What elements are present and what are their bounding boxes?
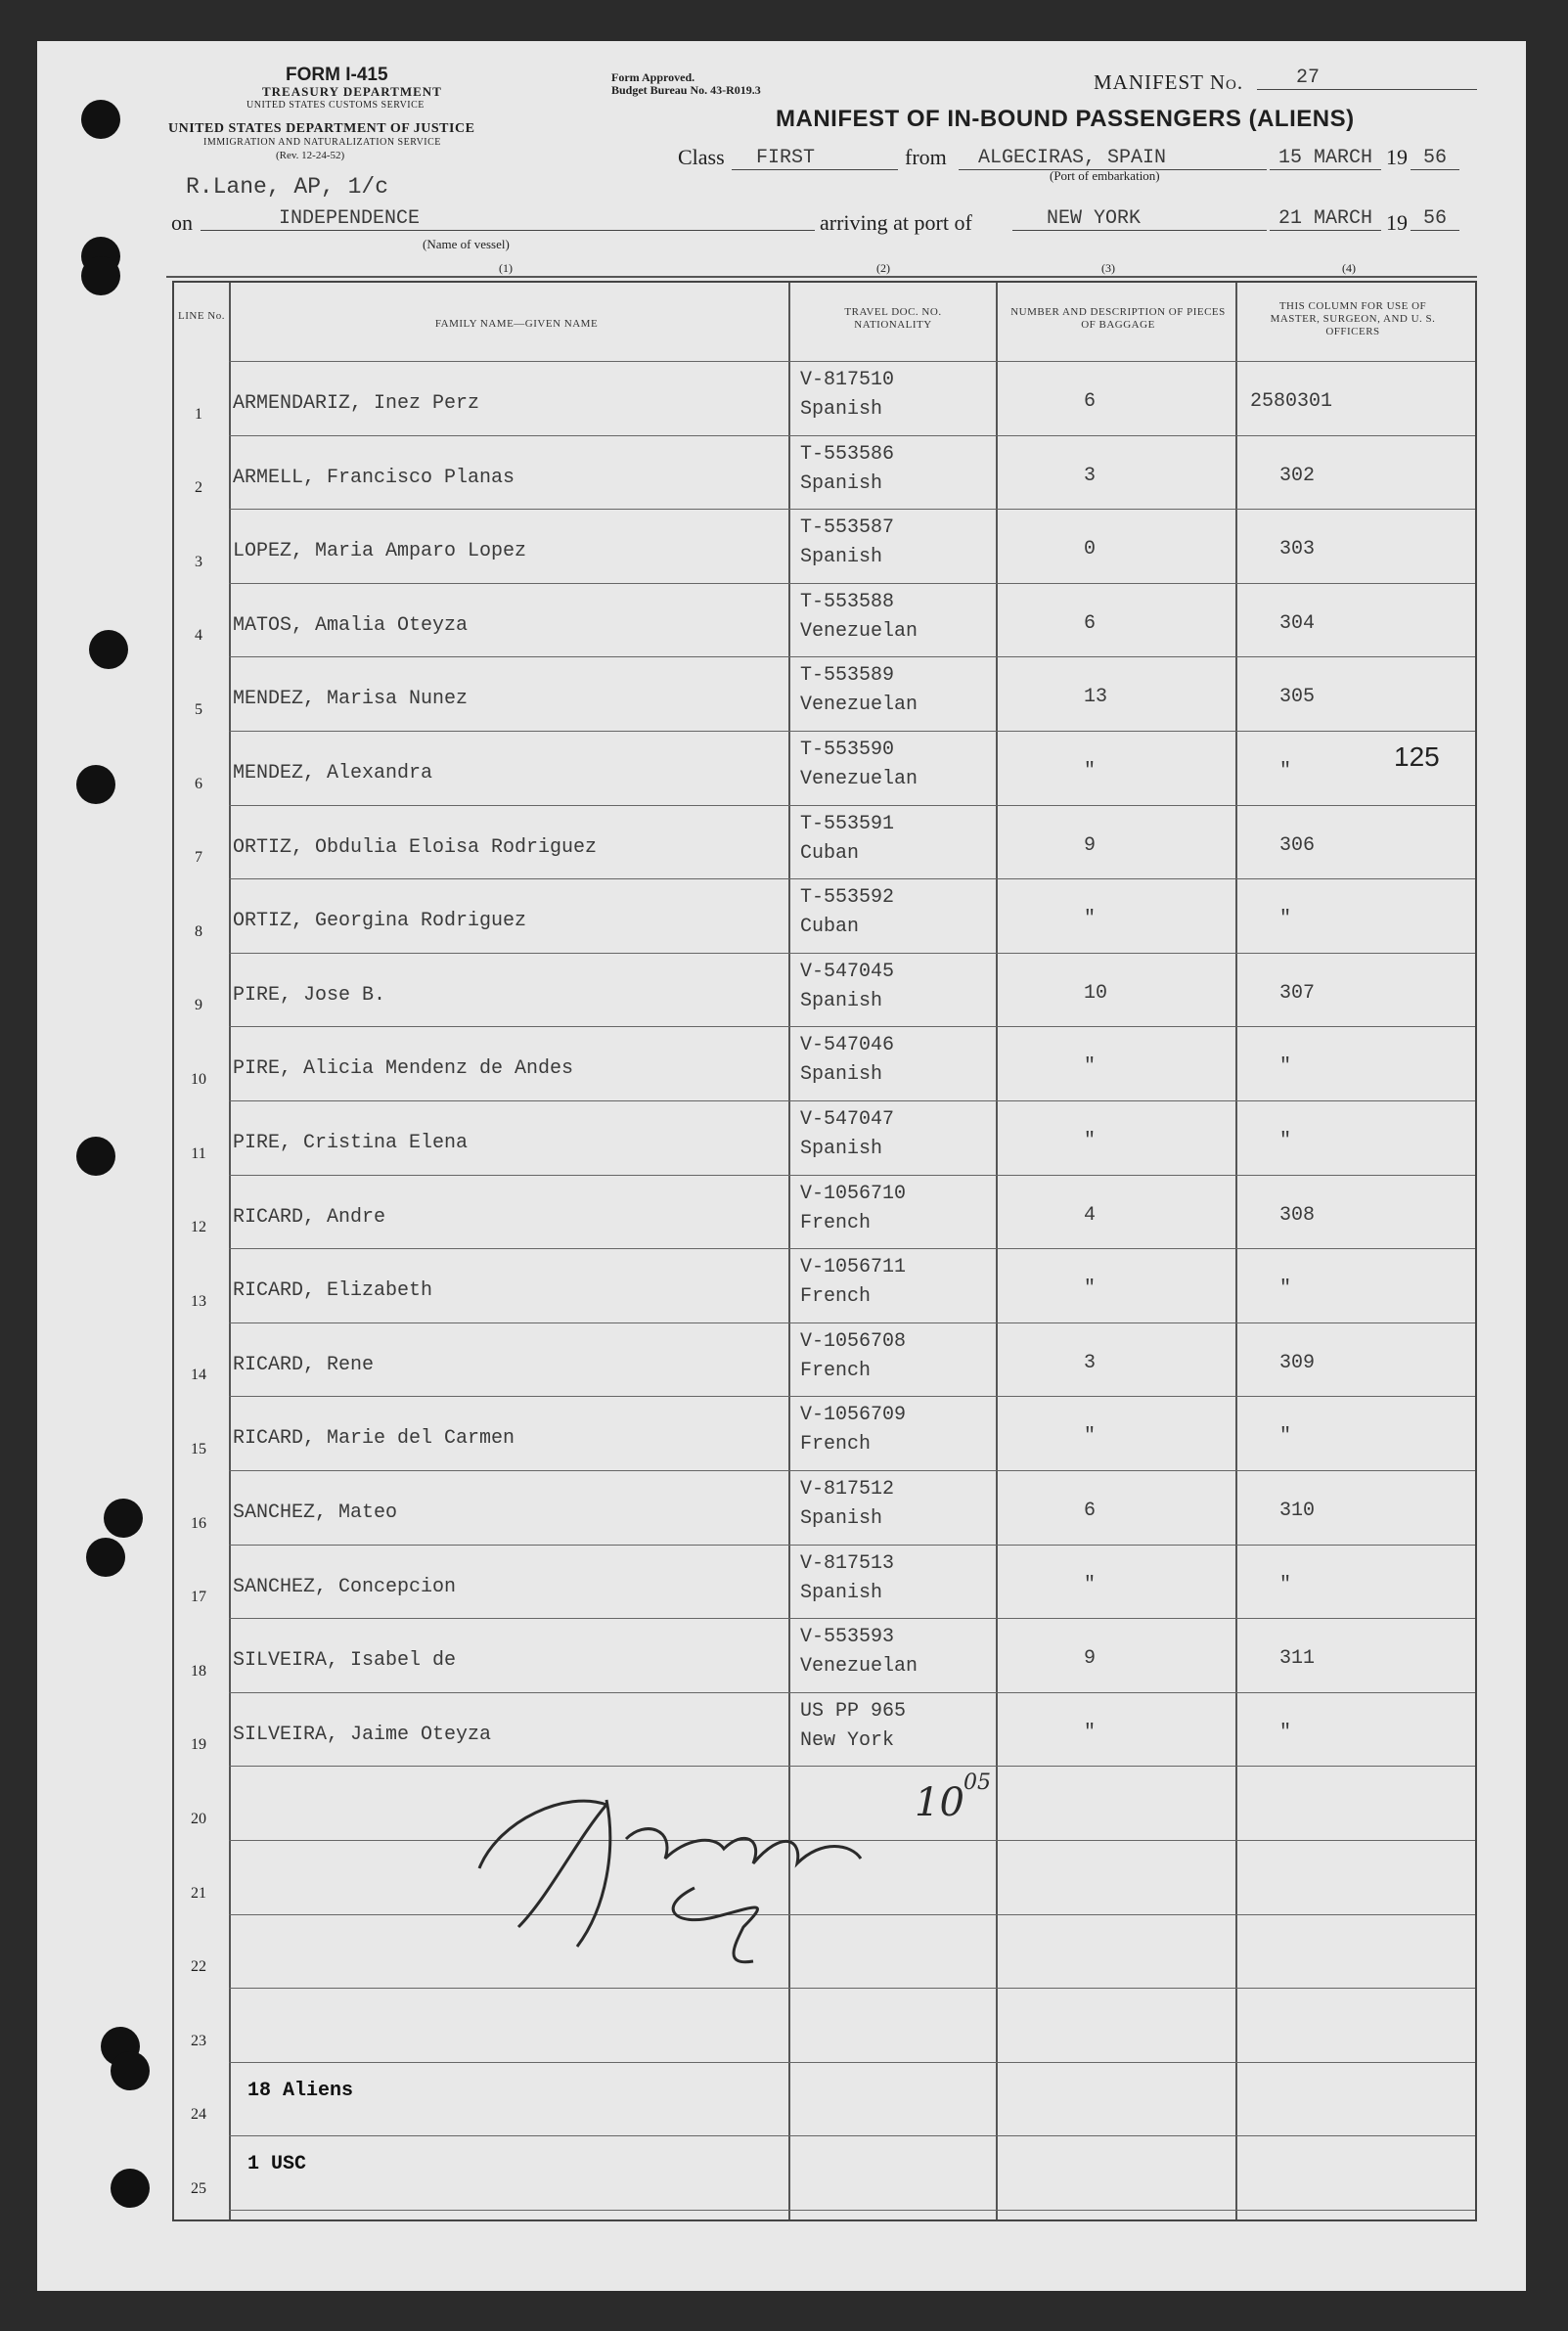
punch-hole (86, 1538, 125, 1577)
officer-use: " (1279, 1425, 1292, 1449)
officer-use: " (1279, 1573, 1292, 1596)
officer-use: 303 (1279, 538, 1316, 561)
budget-bureau: Budget Bureau No. 43-R019.3 (611, 83, 761, 97)
row-divider (229, 2062, 1475, 2063)
passenger-name: PIRE, Cristina Elena (233, 1132, 469, 1154)
column-divider (1235, 283, 1237, 2219)
line-number: 22 (191, 1958, 206, 1976)
line-number: 10 (191, 1071, 206, 1088)
travel-doc-no: T-553587 (800, 516, 895, 540)
nationality: Spanish (800, 1138, 883, 1160)
line-number: 1 (195, 405, 202, 423)
dept-treasury: TREASURY DEPARTMENT (262, 84, 442, 99)
baggage-count: " (1084, 1721, 1097, 1744)
form-number: FORM I-415 (286, 65, 388, 85)
nationality: Venezuelan (800, 768, 918, 790)
class-value: FIRST (732, 147, 898, 170)
time-annotation: 10 (915, 1780, 964, 1825)
row-divider (229, 1692, 1475, 1693)
baggage-count: " (1084, 1278, 1097, 1301)
form-approved: Form Approved. (611, 70, 695, 84)
officer-use: " (1279, 1721, 1292, 1744)
punch-hole (104, 1499, 143, 1538)
travel-doc-no: V-1056711 (800, 1256, 907, 1279)
line-number: 3 (195, 553, 202, 570)
travel-doc-no: T-553588 (800, 590, 895, 613)
arriving-label: arriving at port of (820, 210, 972, 235)
row-divider (229, 1545, 1475, 1546)
punch-hole (81, 256, 120, 295)
punch-hole (89, 630, 128, 669)
travel-doc-no: V-547046 (800, 1034, 895, 1057)
travel-doc-no: US PP 965 (800, 1699, 907, 1723)
travel-doc-no: V-547045 (800, 960, 895, 983)
officer-use: 308 (1279, 1203, 1316, 1227)
passenger-name: SANCHEZ, Mateo (233, 1502, 398, 1524)
officer-use: 302 (1279, 464, 1316, 487)
passenger-name: SANCHEZ, Concepcion (233, 1575, 457, 1598)
passenger-name: RICARD, Rene (233, 1353, 375, 1376)
passenger-name: PIRE, Alicia Mendenz de Andes (233, 1057, 574, 1081)
from-label: from (905, 145, 947, 169)
officer-use: 311 (1279, 1647, 1316, 1671)
row-divider (229, 435, 1475, 436)
travel-doc-no: T-553592 (800, 886, 895, 910)
nationality: Cuban (800, 916, 860, 939)
row-divider (229, 1100, 1475, 1101)
nationality: Spanish (800, 1581, 883, 1604)
class-label: Class (678, 145, 725, 169)
passenger-name: 18 Aliens (247, 2079, 354, 2102)
header-divider (229, 361, 1475, 362)
nationality: Spanish (800, 398, 883, 421)
dept-ins: IMMIGRATION AND NATURALIZATION SERVICE (203, 137, 441, 148)
arrival-date: 21 MARCH (1270, 207, 1381, 231)
baggage-count: " (1084, 760, 1097, 783)
line-number: 19 (191, 1736, 206, 1754)
line-number: 16 (191, 1514, 206, 1532)
baggage-count: 10 (1084, 981, 1108, 1005)
embark-year: 56 (1411, 147, 1459, 170)
dept-justice: UNITED STATES DEPARTMENT OF JUSTICE (168, 121, 475, 136)
line-number: 5 (195, 701, 202, 718)
embark-date: 15 MARCH (1270, 147, 1381, 170)
travel-doc-no: V-1056708 (800, 1329, 907, 1353)
officer-use: 304 (1279, 611, 1316, 635)
line-number: 4 (195, 627, 202, 645)
line-number: 14 (191, 1367, 206, 1384)
manifest-no-value: 27 (1257, 67, 1477, 90)
row-divider (229, 1618, 1475, 1619)
baggage-count: 0 (1084, 538, 1097, 561)
officer-use: 2580301 (1250, 390, 1333, 413)
passenger-name: SILVEIRA, Jaime Oteyza (233, 1723, 492, 1746)
baggage-count: 6 (1084, 611, 1097, 635)
row-divider (229, 878, 1475, 879)
nationality: Venezuelan (800, 1655, 918, 1679)
baggage-count: 9 (1084, 833, 1097, 857)
arrival-year: 56 (1411, 207, 1459, 231)
header-travel-doc: TRAVEL DOC. NO. NATIONALITY (844, 306, 942, 331)
officer-use: " (1279, 1130, 1292, 1152)
punch-hole (76, 765, 115, 804)
travel-doc-no: V-817510 (800, 369, 895, 391)
officer-use: 307 (1279, 981, 1316, 1005)
row-divider (229, 2210, 1475, 2211)
nationality: Venezuelan (800, 619, 918, 643)
passenger-name: ARMELL, Francisco Planas (233, 466, 515, 489)
manifest-no-label: MANIFEST No. (1094, 70, 1244, 94)
passenger-name: MENDEZ, Alexandra (233, 762, 433, 784)
officer-use: " (1279, 908, 1292, 931)
vessel-caption: (Name of vessel) (423, 237, 510, 251)
baggage-count: 9 (1084, 1647, 1097, 1671)
line-number: 24 (191, 2106, 206, 2124)
baggage-count: 6 (1084, 1500, 1097, 1522)
travel-doc-no: V-1056709 (800, 1404, 907, 1427)
officer-use: " (1279, 1055, 1292, 1079)
travel-doc-no: T-553586 (800, 442, 895, 466)
line-number: 20 (191, 1811, 206, 1827)
line-number: 23 (191, 2032, 206, 2049)
line-number: 21 (191, 1884, 206, 1902)
passenger-name: RICARD, Marie del Carmen (233, 1427, 515, 1451)
row-divider (229, 656, 1475, 657)
time-annotation-sup: 05 (963, 1771, 991, 1795)
travel-doc-no: V-817512 (800, 1478, 895, 1501)
passenger-name: ORTIZ, Georgina Rodriguez (233, 910, 527, 933)
row-divider (229, 1988, 1475, 1989)
embark-year-prefix: 19 (1386, 145, 1408, 169)
passenger-name: PIRE, Jose B. (233, 983, 386, 1007)
column-num-4: (4) (1342, 261, 1356, 275)
column-num-3: (3) (1101, 261, 1115, 275)
baggage-count: " (1084, 1425, 1097, 1449)
row-divider (229, 583, 1475, 584)
baggage-count: " (1084, 1055, 1097, 1079)
passenger-name: ARMENDARIZ, Inez Perz (233, 392, 480, 415)
travel-doc-no: T-553590 (800, 739, 895, 761)
baggage-count: 3 (1084, 464, 1097, 487)
vessel-name: INDEPENDENCE (201, 207, 815, 231)
line-number: 18 (191, 1662, 206, 1680)
baggage-count: 13 (1084, 686, 1108, 709)
row-divider (229, 1248, 1475, 1249)
header-line-no: LINE No. (178, 310, 225, 322)
column-divider (229, 283, 231, 2219)
row-divider (229, 1396, 1475, 1397)
passenger-name: ORTIZ, Obdulia Eloisa Rodriguez (233, 835, 598, 859)
nationality: New York (800, 1728, 895, 1752)
line-number: 13 (191, 1292, 206, 1310)
travel-doc-no: V-817513 (800, 1551, 895, 1575)
passenger-name: RICARD, Elizabeth (233, 1279, 433, 1303)
nationality: Spanish (800, 989, 883, 1012)
nationality: Spanish (800, 546, 883, 569)
officer-use: 310 (1279, 1500, 1316, 1522)
header-baggage: NUMBER AND DESCRIPTION OF PIECES OF BAGGAGE (1010, 306, 1226, 331)
on-label: on (171, 210, 193, 235)
officer-use: 306 (1279, 833, 1316, 857)
baggage-count: 4 (1084, 1203, 1097, 1227)
line-number: 9 (195, 997, 202, 1014)
passenger-name: LOPEZ, Maria Amparo Lopez (233, 540, 527, 563)
row-divider (229, 509, 1475, 510)
travel-doc-no: V-1056710 (800, 1182, 907, 1205)
punch-hole (81, 100, 120, 139)
passenger-name: 1 USC (247, 2153, 307, 2176)
punch-hole (111, 2051, 150, 2090)
baggage-count: " (1084, 1130, 1097, 1152)
inspector-signature (460, 1728, 929, 1986)
officer-name: R.Lane, AP, 1/c (186, 174, 389, 200)
line-number: 17 (191, 1589, 206, 1606)
passenger-name: MATOS, Amalia Oteyza (233, 613, 469, 637)
row-divider (229, 1470, 1475, 1471)
travel-doc-no: T-553589 (800, 664, 895, 688)
form-revision: (Rev. 12-24-52) (276, 150, 345, 161)
from-value: ALGECIRAS, SPAIN (959, 147, 1267, 170)
row-divider (229, 805, 1475, 806)
travel-doc-no: T-553591 (800, 812, 895, 835)
nationality: Cuban (800, 841, 860, 865)
row-divider (229, 1322, 1475, 1323)
column-num-2: (2) (876, 261, 890, 275)
arrival-year-prefix: 19 (1386, 210, 1408, 235)
nationality: French (800, 1211, 872, 1234)
nationality: Spanish (800, 1507, 883, 1530)
punch-hole (76, 1137, 115, 1176)
line-number: 15 (191, 1441, 206, 1457)
nationality: Venezuelan (800, 694, 918, 717)
nationality: French (800, 1433, 872, 1457)
port-embark-caption: (Port of embarkation) (1050, 168, 1160, 183)
officer-use: " (1279, 1278, 1292, 1301)
header-family-name: FAMILY NAME—GIVEN NAME (434, 318, 599, 330)
baggage-count: " (1084, 1573, 1097, 1596)
dept-customs: UNITED STATES CUSTOMS SERVICE (246, 100, 425, 111)
passenger-name: MENDEZ, Marisa Nunez (233, 688, 469, 711)
line-number: 8 (195, 922, 202, 940)
officer-use: " (1279, 760, 1292, 783)
line-number: 11 (191, 1144, 206, 1162)
officer-use: 309 (1279, 1351, 1316, 1374)
header-rule (166, 276, 1477, 278)
column-divider (996, 283, 998, 2219)
manifest-title: MANIFEST OF IN-BOUND PASSENGERS (ALIENS) (776, 106, 1355, 132)
passenger-name: RICARD, Andre (233, 1205, 386, 1229)
side-number-annotation: 125 (1394, 741, 1440, 772)
nationality: French (800, 1285, 872, 1309)
line-number: 2 (195, 479, 202, 497)
line-number: 12 (191, 1219, 206, 1236)
nationality: Spanish (800, 1063, 883, 1087)
column-num-1: (1) (499, 261, 513, 275)
baggage-count: " (1084, 908, 1097, 931)
nationality: Spanish (800, 471, 883, 495)
line-number: 7 (195, 849, 202, 867)
row-divider (229, 1026, 1475, 1027)
baggage-count: 6 (1084, 390, 1097, 413)
travel-doc-no: V-547047 (800, 1108, 895, 1131)
row-divider (229, 953, 1475, 954)
passenger-name: SILVEIRA, Isabel de (233, 1649, 457, 1673)
row-divider (229, 731, 1475, 732)
officer-use: 305 (1279, 686, 1316, 709)
row-divider (229, 2135, 1475, 2136)
nationality: French (800, 1359, 872, 1382)
arrival-port: NEW YORK (1012, 207, 1267, 231)
line-number: 6 (195, 775, 202, 792)
travel-doc-no: V-553593 (800, 1626, 895, 1649)
row-divider (229, 1175, 1475, 1176)
baggage-count: 3 (1084, 1351, 1097, 1374)
line-number: 25 (191, 2180, 206, 2197)
punch-hole (111, 2169, 150, 2208)
header-officers: THIS COLUMN FOR USE OF MASTER, SURGEON, AND U. S. OFFICERS (1270, 300, 1436, 337)
